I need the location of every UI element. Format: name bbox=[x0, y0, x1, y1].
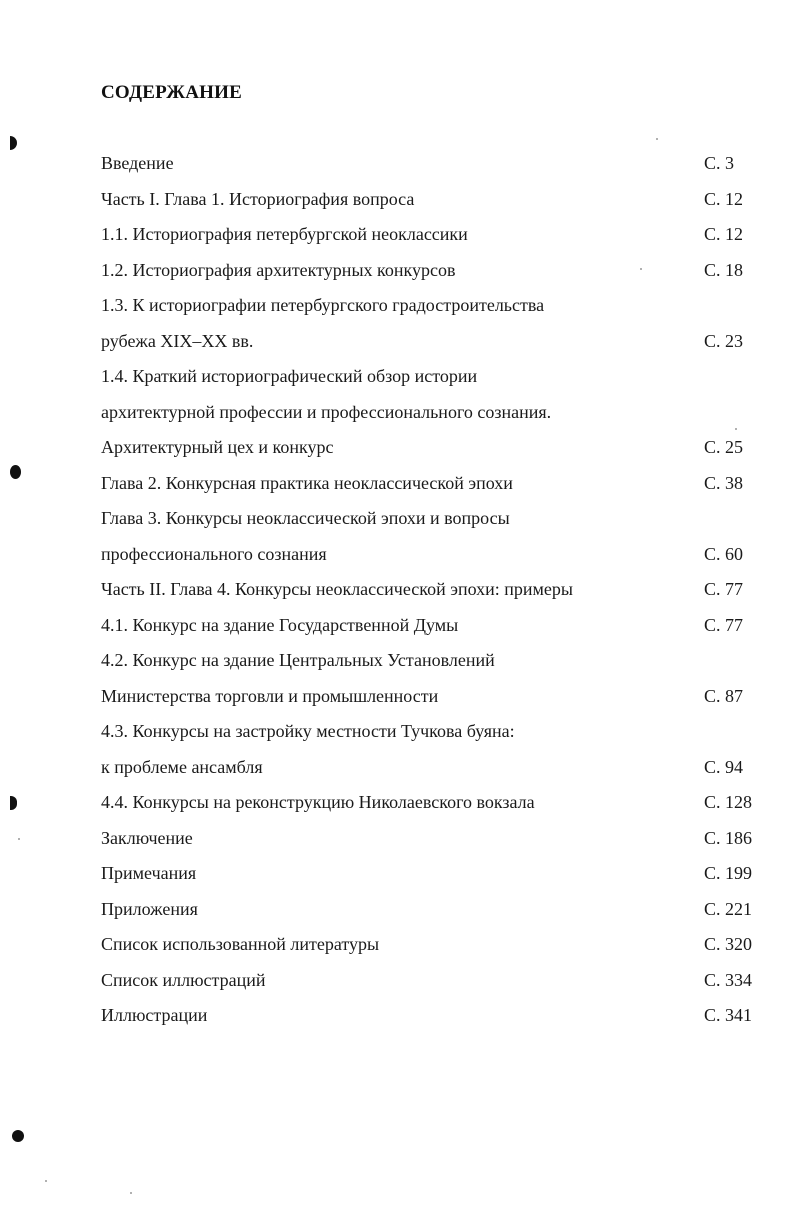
toc-line bbox=[101, 750, 761, 786]
toc-entry-text: Архитектурный цех и конкурс bbox=[101, 437, 334, 457]
toc-page-number: С. 23 bbox=[704, 330, 744, 351]
scan-mark bbox=[10, 136, 17, 150]
toc-entry-text: 1.4. Краткий историографический обзор истории bbox=[101, 366, 478, 386]
toc-line bbox=[101, 466, 761, 502]
toc-entry-text: Приложения bbox=[101, 898, 198, 919]
toc-entry-text: Иллюстрации bbox=[101, 1005, 208, 1025]
toc-line bbox=[101, 324, 761, 360]
toc-entry-text: к проблеме ансамбля bbox=[101, 756, 263, 777]
toc-line bbox=[101, 253, 761, 289]
toc-line bbox=[101, 572, 761, 608]
toc-page-number: С. 77 bbox=[704, 614, 744, 635]
toc-entry-text: Список использованной литературы bbox=[101, 934, 380, 954]
toc-page-number: С. 341 bbox=[704, 1005, 753, 1025]
scan-speck bbox=[45, 1180, 47, 1182]
toc-page-number: С. 12 bbox=[704, 188, 744, 209]
toc-page-number: С. 3 bbox=[704, 153, 735, 173]
toc-line bbox=[101, 679, 761, 715]
toc-entry-text: Часть I. Глава 1. Историография вопроса bbox=[101, 188, 415, 209]
scan-mark bbox=[10, 796, 17, 810]
page-title: СОДЕРЖАНИЕ bbox=[101, 82, 242, 103]
toc-page-number: С. 60 bbox=[704, 543, 744, 564]
toc-entry-text: архитектурной профессии и профессионального сознания. bbox=[101, 401, 552, 422]
toc-entry-text: Министерства торговли и промышленности bbox=[101, 685, 439, 706]
scan-speck bbox=[656, 138, 658, 140]
toc-page-number: С. 87 bbox=[704, 685, 744, 706]
toc-line bbox=[101, 821, 761, 857]
scan-mark bbox=[12, 1130, 24, 1142]
toc-entry-text: Часть II. Глава 4. Конкурсы неоклассической эпохи: примеры bbox=[101, 579, 574, 599]
toc-line bbox=[101, 714, 761, 750]
toc-entry-text: 1.2. Историография архитектурных конкурсов bbox=[101, 259, 456, 280]
scan-speck bbox=[640, 268, 642, 270]
toc-line bbox=[101, 963, 761, 999]
toc-entry-text: профессионального сознания bbox=[101, 543, 327, 564]
toc-line bbox=[101, 430, 761, 466]
toc-line bbox=[101, 359, 761, 395]
toc-line bbox=[101, 146, 761, 182]
toc-entry-text: Список иллюстраций bbox=[101, 969, 266, 990]
scan-mark bbox=[10, 465, 21, 479]
toc-page-number: С. 25 bbox=[704, 437, 744, 457]
toc-line bbox=[101, 927, 761, 963]
toc-line bbox=[101, 537, 761, 573]
toc-line bbox=[101, 892, 761, 928]
toc-page-number: С. 320 bbox=[704, 934, 753, 954]
toc-entry-text: 4.3. Конкурсы на застройку местности Тучкова буяна: bbox=[101, 721, 515, 741]
toc-entry-text: рубежа XIX–XX вв. bbox=[101, 330, 254, 351]
toc-page-number: С. 77 bbox=[704, 579, 744, 599]
toc-line bbox=[101, 395, 761, 431]
scan-speck bbox=[18, 838, 20, 840]
toc-line bbox=[101, 856, 761, 892]
toc-page-number: С. 186 bbox=[704, 827, 753, 848]
toc-line bbox=[101, 785, 761, 821]
toc-entry-text: 4.4. Конкурсы на реконструкцию Николаевского вокзала bbox=[101, 792, 535, 812]
toc-page-number: С. 18 bbox=[704, 259, 744, 280]
toc-entry-text: 4.1. Конкурс на здание Государственной Думы bbox=[101, 614, 459, 635]
toc-entry-text: Глава 3. Конкурсы неоклассической эпохи и вопросы bbox=[101, 508, 510, 528]
toc-page-number: С. 199 bbox=[704, 863, 753, 883]
toc-line bbox=[101, 608, 761, 644]
toc-page-number: С. 12 bbox=[704, 224, 744, 244]
toc-entry-text: Введение bbox=[101, 153, 174, 173]
toc-page-number: С. 221 bbox=[704, 898, 753, 919]
scan-speck bbox=[735, 428, 737, 430]
toc-line bbox=[101, 182, 761, 218]
toc-line bbox=[101, 501, 761, 537]
toc-line bbox=[101, 288, 761, 324]
toc-entry-text: 4.2. Конкурс на здание Центральных Установлений bbox=[101, 650, 495, 670]
scan-speck bbox=[130, 1192, 132, 1194]
toc-page-number: С. 38 bbox=[704, 472, 744, 493]
toc-entry-text: Заключение bbox=[101, 827, 193, 848]
toc-line bbox=[101, 217, 761, 253]
toc-entry-text: 1.3. К историографии петербургского градостроительства bbox=[101, 295, 545, 315]
table-of-contents bbox=[101, 146, 761, 1034]
toc-page-number: С. 128 bbox=[704, 792, 753, 812]
toc-entry-text: Глава 2. Конкурсная практика неоклассической эпохи bbox=[101, 472, 513, 493]
toc-line bbox=[101, 998, 761, 1034]
toc-entry-text: 1.1. Историография петербургской неоклассики bbox=[101, 224, 468, 244]
toc-page-number: С. 334 bbox=[704, 969, 753, 990]
toc-entry-text: Примечания bbox=[101, 863, 197, 883]
toc-page-number: С. 94 bbox=[704, 756, 744, 777]
toc-line bbox=[101, 643, 761, 679]
